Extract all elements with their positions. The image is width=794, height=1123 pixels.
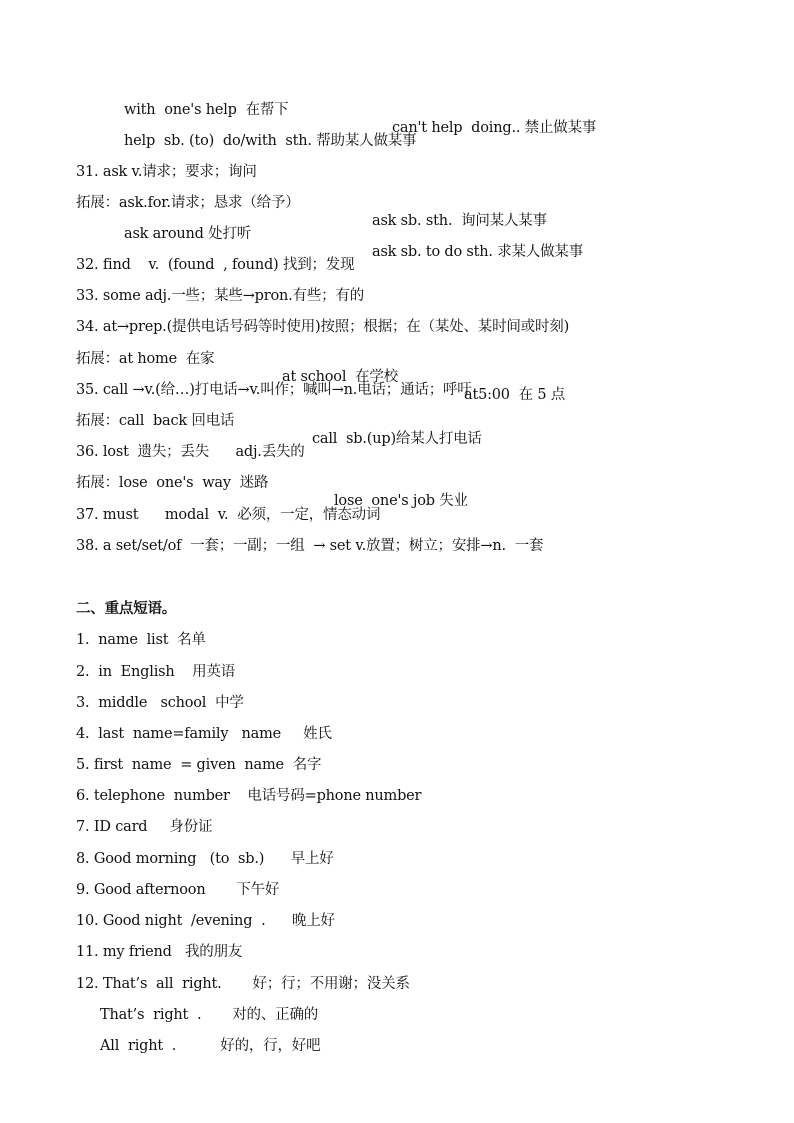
- entry-text: 32. find v. (found , found) 找到；发现: [76, 257, 355, 273]
- phrase-text: lose one's job 失业: [334, 493, 468, 509]
- phrase-text: 拓展：call back 回电话: [76, 413, 235, 429]
- entry-text: 37. must modal v. 必须，一定，情态动词: [76, 507, 381, 523]
- phrase-text: help sb. (to) do/with sth. 帮助某人做某事: [124, 133, 417, 149]
- entry-text: 31. ask v.请求；要求；询问: [76, 164, 257, 180]
- phrase-text: 3. middle school 中学: [76, 695, 244, 711]
- phrase-text: 拓展：at home 在家: [76, 351, 215, 367]
- phrase-text: call sb.(up)给某人打电话: [312, 431, 482, 447]
- entry-text: 36. lost 遗失；丢失 adj.丢失的: [76, 444, 305, 460]
- phrase-text: 2. in English 用英语: [76, 664, 236, 680]
- phrase-text: 11. my friend 我的朋友: [76, 944, 243, 960]
- phrase-text: 9. Good afternoon 下午好: [76, 882, 280, 898]
- vocab-line: [124, 114, 417, 168]
- phrase-text: 拓展：lose one's way 迷路: [76, 475, 269, 491]
- entry-text: 33. some adj.一些；某些→pron.有些；有的: [76, 288, 365, 304]
- phrase-text: 7. ID card 身份证: [76, 819, 213, 835]
- entry-text: 38. a set/set/of 一套；一副；一组 → set v.放置；树立；安排→n. 一套: [76, 538, 544, 554]
- phrase-text: with one's help 在帮下: [124, 102, 289, 118]
- section-heading-text: 二、重点短语。: [76, 600, 177, 617]
- vocab-entry: [76, 519, 544, 573]
- phrase-text: All right . 好的，行，好吧: [100, 1038, 321, 1054]
- phrase-text: 12. That’s all right. 好；行；不用谢；没关系: [76, 976, 410, 992]
- phrase-text: at5:00 在 5 点: [464, 387, 566, 403]
- phrase-text: at school 在学校: [282, 369, 398, 385]
- phrase-text: ask sb. to do sth. 求某人做某事: [372, 244, 584, 260]
- phrase-text: 1. name list 名单: [76, 632, 206, 648]
- phrase-text: 10. Good night /evening . 晚上好: [76, 913, 335, 929]
- entry-text: 34. at→prep.(提供电话号码等时使用)按照；根据；在（某处、某时间或时刻): [76, 319, 570, 335]
- phrase-text: 5. first name = given name 名字: [76, 757, 322, 773]
- phrase-text: can't help doing.. 禁止做某事: [392, 120, 597, 136]
- phrase-subitem: [100, 1019, 321, 1073]
- phrase-text: ask sb. sth. 询问某人某事: [372, 213, 547, 229]
- phrase-text: 8. Good morning (to sb.) 早上好: [76, 851, 334, 867]
- phrase-item: [76, 957, 410, 1011]
- phrase-text: 4. last name=family name 姓氏: [76, 726, 332, 742]
- phrase-text: 6. telephone number 电话号码=phone number: [76, 788, 422, 804]
- phrase-text: That’s right . 对的、正确的: [100, 1007, 319, 1023]
- phrase-text: ask around 处打听: [124, 226, 252, 242]
- entry-text: 35. call →v.(给…)打电话→v.叫作；喊叫→n.电话；通话；呼吁: [76, 382, 472, 398]
- phrase-text: 拓展：ask.for.请求；恳求（给予）: [76, 195, 300, 211]
